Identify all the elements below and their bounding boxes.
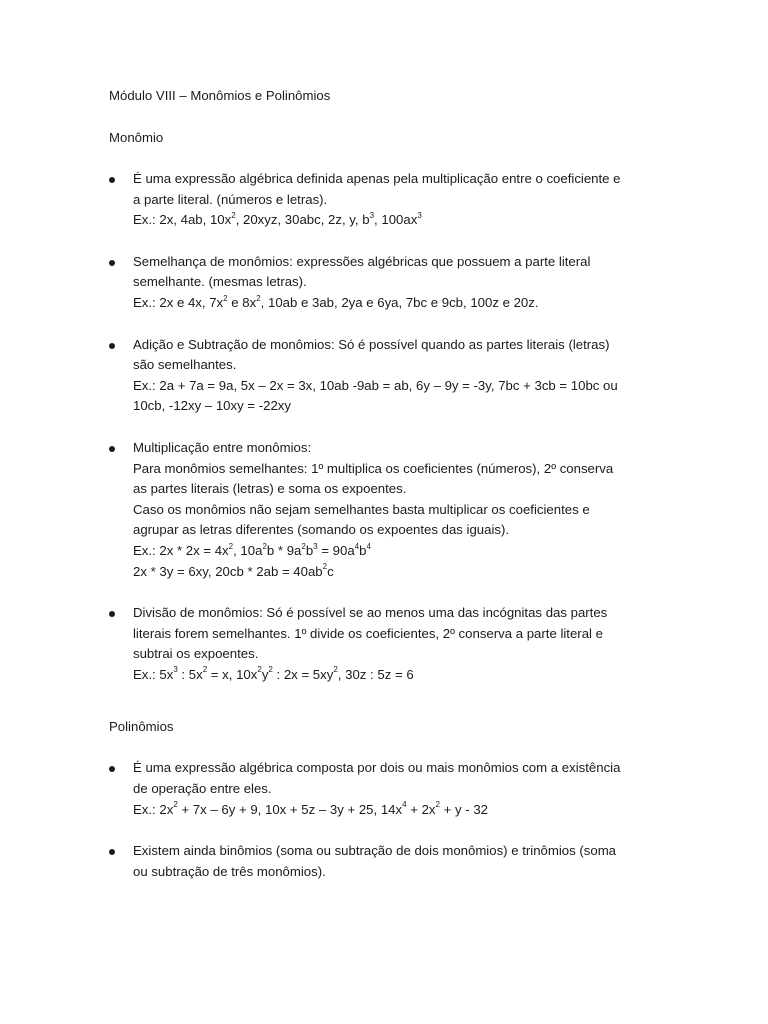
bullet-icon — [109, 446, 115, 452]
bullet-item — [109, 603, 669, 685]
text-line: subtrai os expoentes. — [133, 646, 259, 662]
text-line: Ex.: $5x^3$ : $5x^2 = x$, $10x^2y^2$ : $2x = 5xy^2$, 30z : 5z = 6 — [133, 665, 414, 682]
document-sections — [109, 128, 669, 882]
text-line: ou subtração de três monômios). — [133, 863, 326, 879]
bullet-icon — [109, 849, 115, 855]
text-line: Multiplicação entre monômios: — [133, 439, 312, 455]
text-line: literais forem semelhantes. 1º divide os coeficientes, 2º conserva a parte literal e — [133, 625, 603, 641]
text-line: Para monômios semelhantes: 1º multiplica os coeficientes (números), 2º conserva — [133, 460, 614, 476]
document-title: Módulo VIII – Monômios e Polinômios — [109, 88, 331, 103]
text-line: a parte literal. (números e letras). — [133, 191, 328, 207]
bullet-icon — [109, 177, 115, 183]
bullet-item — [109, 841, 669, 882]
bullet-icon — [109, 343, 115, 349]
bullet-icon — [109, 766, 115, 772]
text-line: as partes literais (letras) e soma os expoentes. — [133, 481, 407, 497]
section-heading: Monômio — [109, 130, 164, 145]
text-line: agrupar as letras diferentes (somando os expoentes das iguais). — [133, 522, 510, 538]
text-line: Ex.: 2x e 4x, $7x^2$ e $8x^2$, 10ab e 3ab, 2ya e 6ya, 7bc e 9cb, 100z e 20z. — [133, 293, 539, 310]
text-line: Divisão de monômios: Só é possível se ao menos uma das incógnitas das partes — [133, 605, 608, 621]
text-line: Caso os monômios não sejam semelhantes basta multiplicar os coeficientes e — [133, 501, 590, 517]
text-line: 10cb, -12xy – 10xy = -22xy — [133, 398, 291, 414]
text-line: 2x * 3y = 6xy, $20cb * 2ab = 40ab^2c$ — [133, 562, 334, 579]
document-content — [109, 86, 669, 882]
bullet-icon — [109, 611, 115, 617]
text-line: É uma expressão algébrica definida apenas pela multiplicação entre o coeficiente e — [133, 171, 621, 186]
text-line: É uma expressão algébrica composta por dois ou mais monômios com a existência — [133, 760, 621, 776]
text-line: Ex.: $2x^2 + 7x - 6y + 9$, 10x + 5z – 3y + 25, $14x^4 + 2x^2 + y - 32$ — [133, 800, 488, 817]
bullet-item — [109, 335, 669, 417]
text-line: Semelhança de monômios: expressões algébricas que possuem a parte literal — [133, 253, 591, 269]
text-line: Ex.: 2x, 4ab, $10x^2$, 20xyz, 30abc, 2z, y, $b^3$, $100ax^3$ — [133, 210, 422, 228]
bullet-icon — [109, 260, 115, 266]
text-line: Ex.: 2a + 7a = 9a, 5x – 2x = 3x, 10ab -9ab = ab, 6y – 9y = -3y, 7bc + 3cb = 10bc ou — [133, 377, 618, 393]
bullet-item — [109, 758, 669, 820]
bullet-item — [109, 438, 669, 582]
text-line: Existem ainda binômios (soma ou subtração de dois monômios) e trinômios (soma — [133, 843, 617, 859]
text-line: de operação entre eles. — [133, 781, 272, 797]
text-line: Adição e Subtração de monômios: Só é possível quando as partes literais (letras) — [133, 336, 610, 352]
section-heading: Polinômios — [109, 719, 174, 735]
text-line: semelhante. (mesmas letras). — [133, 274, 307, 290]
bullet-item — [109, 252, 669, 314]
bullet-item — [109, 169, 669, 231]
text-line: são semelhantes. — [133, 357, 237, 373]
text-line: Ex.: $2x * 2x = 4x^2$, $10a^2b * 9a^2b^3 = 90a^4b^4$ — [133, 541, 371, 558]
